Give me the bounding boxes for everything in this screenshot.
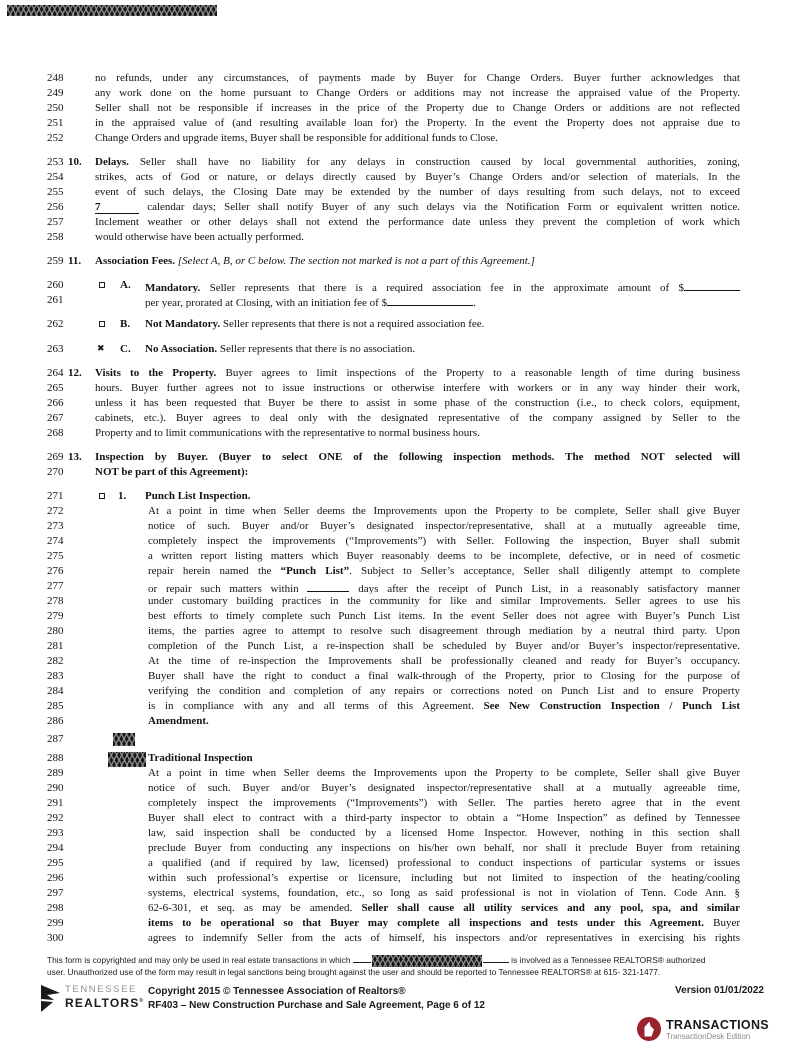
text-segment: preclude Buyer from conducting any inspections on his/her own behalf, nor shall it preclude Buyer from retaining <box>148 842 740 854</box>
disclaimer-line-2: user. Unauthorized use of the form may result in legal sanctions being brought against the user and should be reported to Tennessee REALTORS® at 615- 321-1477. <box>47 966 661 977</box>
document-line-251 <box>0 116 811 131</box>
line-text <box>95 465 740 480</box>
redaction-stamp <box>108 752 146 767</box>
line-text <box>95 101 740 116</box>
text-segment: law, said inspection shall be conducted by a licensed Home Inspector. However, nothing in this section shall <box>148 827 740 839</box>
line-number: 274 <box>47 535 64 547</box>
text-segment: in the appraised value of (and resulting available loan for) the Property. In the event the Property does not appraise due to <box>95 117 740 129</box>
line-number: 287 <box>47 733 64 745</box>
line-number: 259 <box>47 255 64 267</box>
section-marker: 11. <box>68 255 82 267</box>
text-segment: a qualified (and if required by law, licensed) professional to conduct inspections of particular systems or issues <box>148 857 740 869</box>
line-number: 291 <box>47 797 64 809</box>
line-number: 266 <box>47 397 64 409</box>
line-number: 286 <box>47 715 64 727</box>
text-segment: Punch List Inspection. <box>145 490 251 502</box>
line-text <box>95 116 740 131</box>
text-segment: a written report listing matters which Buyer reasonably deems to be incomplete, defective, or in need of cosmetic <box>148 550 740 562</box>
transactions-logo <box>637 1016 787 1044</box>
text-segment: strikes, acts of God or nature, or delays directly caused by Buyer’s Change Orders and/or selection of materials. In the <box>95 171 740 183</box>
line-number: 294 <box>47 842 64 854</box>
document-line-287 <box>0 732 811 747</box>
section-marker: 12. <box>68 367 82 379</box>
blank-field[interactable] <box>684 278 740 291</box>
line-text <box>148 519 740 534</box>
line-text <box>95 200 740 215</box>
document-line-285 <box>0 699 811 714</box>
copyright-block <box>148 985 485 1012</box>
line-text <box>145 489 740 504</box>
text-segment: Buyer <box>704 917 740 929</box>
document-line-280 <box>0 624 811 639</box>
document-line-270 <box>0 465 811 480</box>
registered-mark: ® <box>139 998 145 1004</box>
document-line-261 <box>0 293 811 308</box>
tennessee-realtors-logo <box>40 984 145 1010</box>
line-text <box>95 450 740 465</box>
letter-marker: 1. <box>118 490 127 502</box>
tn-realtors-arrow-icon <box>40 985 61 1016</box>
text-segment: At a point in time when Seller deems the Improvements upon the Property to be complete, Seller shall give Buyer <box>148 505 740 517</box>
document-line-290 <box>0 781 811 796</box>
text-segment: no refunds, under any circumstances, of payments made by Buyer for Change Orders. Buyer further acknowledges that <box>95 72 740 84</box>
line-text <box>95 396 740 411</box>
section-marker: 13. <box>68 451 82 463</box>
line-number: 271 <box>47 490 64 502</box>
document-line-295 <box>0 856 811 871</box>
line-number: 293 <box>47 827 64 839</box>
line-number: 279 <box>47 610 64 622</box>
line-number: 258 <box>47 231 64 243</box>
redaction-stamp <box>113 733 135 746</box>
document-line-298 <box>0 901 811 916</box>
line-text <box>148 811 740 826</box>
line-number: 268 <box>47 427 64 439</box>
line-number: 260 <box>47 279 64 291</box>
line-number: 256 <box>47 201 64 213</box>
disclaimer-text-1: This form is copyrighted and may only be used in real estate transactions in which <box>47 955 353 965</box>
text-segment: or repair such matters within <box>148 583 308 594</box>
line-number: 284 <box>47 685 64 697</box>
text-segment: Seller shall not be responsible if increases in the price of the Property due to Change Orders or additions are not reflected <box>95 102 740 114</box>
text-segment: repair herein named the <box>148 565 281 577</box>
line-text <box>148 624 740 639</box>
letter-marker: B. <box>120 318 131 330</box>
document-line-284 <box>0 684 811 699</box>
text-segment: Buyer shall have the right to conduct a final walk-through of the Property, prior to Closing for the purpose of <box>148 670 740 682</box>
line-number: 296 <box>47 872 64 884</box>
checkbox-empty[interactable] <box>99 282 105 288</box>
document-line-297 <box>0 886 811 901</box>
line-text <box>148 796 740 811</box>
footer-disclaimer <box>47 953 767 978</box>
brand-realtors: REALTORS® <box>65 996 145 1010</box>
line-number: 298 <box>47 902 64 914</box>
blank-field[interactable]: 7 <box>95 201 139 214</box>
line-text <box>148 901 740 916</box>
line-number: 262 <box>47 318 64 330</box>
text-segment: At a point in time when Seller deems the Improvements upon the Property to be complete, Seller shall give Buyer <box>148 767 740 779</box>
line-number: 285 <box>47 700 64 712</box>
text-segment: . Subject to Seller’s acceptance, Seller shall diligently attempt to complete <box>349 565 740 577</box>
document-line-259 <box>0 254 811 269</box>
line-number: 251 <box>47 117 64 129</box>
line-text <box>95 86 740 101</box>
transactions-title: TRANSACTIONS <box>666 1018 769 1032</box>
line-text <box>95 215 740 230</box>
text-segment: items to be operational so that Buyer may complete all inspections and tests under this Agreement. <box>148 917 705 929</box>
letter-marker: C. <box>120 343 131 355</box>
line-text <box>148 916 740 931</box>
document-line-273 <box>0 519 811 534</box>
document-line-256 <box>0 200 811 215</box>
line-number: 263 <box>47 343 64 355</box>
version-label: Version 01/01/2022 <box>675 985 764 996</box>
line-number: 275 <box>47 550 64 562</box>
line-number: 254 <box>47 171 64 183</box>
text-segment: Buyer agrees to limit inspections of the Property to a reasonable length of time during business <box>216 367 740 379</box>
document-line-281 <box>0 639 811 654</box>
document-line-292 <box>0 811 811 826</box>
document-line-291 <box>0 796 811 811</box>
text-segment: would otherwise have been actually performed. <box>95 231 304 243</box>
text-segment: . <box>473 297 476 308</box>
document-line-294 <box>0 841 811 856</box>
text-segment: No Association. <box>145 343 218 355</box>
document-line-263 <box>0 342 811 357</box>
text-segment: Association Fees. <box>95 255 176 267</box>
line-text <box>148 714 740 729</box>
document-line-253 <box>0 155 811 170</box>
text-segment: Inclement weather or other delays shall not extend the performance date unless they prevent the completion of work which <box>95 216 740 228</box>
text-segment: completely inspect the improvements (“Improvements”) with Seller. The parties hereto agree that in the event <box>148 797 740 809</box>
text-segment: under customary building practices in the community for like and similar Improvements. Seller agrees to use his <box>148 595 740 607</box>
line-number: 280 <box>47 625 64 637</box>
disclaimer-blank-left <box>353 953 371 963</box>
line-number: 272 <box>47 505 64 517</box>
line-text <box>95 411 740 426</box>
text-segment: event of such delays, the Closing Date may be extended by the number of days resulting from such delays, not to exceed <box>95 186 740 198</box>
document-lines <box>0 71 811 946</box>
document-line-262 <box>0 317 811 332</box>
line-text <box>95 230 740 245</box>
line-text <box>148 766 740 781</box>
text-segment: NOT be part of this Agreement): <box>95 466 249 478</box>
line-number: 264 <box>47 367 64 379</box>
line-number: 290 <box>47 782 64 794</box>
document-line-267 <box>0 411 811 426</box>
text-segment: completion of the Punch List, a re-inspection shall be scheduled by Buyer and/or Buyer’s inspector/representative. <box>148 640 740 652</box>
line-number: 283 <box>47 670 64 682</box>
document-line-272 <box>0 504 811 519</box>
line-number: 299 <box>47 917 64 929</box>
text-segment: See New Construction Inspection / Punch List <box>483 700 740 712</box>
document-line-250 <box>0 101 811 116</box>
text-segment: Inspection by Buyer. (Buyer to select ONE of the following inspection methods. The method NOT selected will <box>95 451 740 463</box>
text-segment: hours. Buyer further agrees not to issue instructions or otherwise interfere with workers or in any way hinder their work, <box>95 382 740 394</box>
text-segment: Seller represents that there is not a required association fee. <box>220 318 485 330</box>
text-segment: Traditional Inspection <box>148 752 253 764</box>
line-number: 269 <box>47 451 64 463</box>
line-number: 253 <box>47 156 64 168</box>
checkbox-empty[interactable] <box>99 321 105 327</box>
line-text <box>95 426 740 441</box>
line-number: 255 <box>47 186 64 198</box>
line-number: 257 <box>47 216 64 228</box>
line-text <box>148 579 740 594</box>
document-line-268 <box>0 426 811 441</box>
text-segment: per year, prorated at Closing, with an initiation fee of $ <box>145 297 388 308</box>
line-text <box>95 71 740 86</box>
letter-marker: A. <box>120 279 131 291</box>
line-number: 278 <box>47 595 64 607</box>
document-line-254 <box>0 170 811 185</box>
text-segment: 62-6-301, et seq. as may be amended. <box>148 902 362 914</box>
line-number: 249 <box>47 87 64 99</box>
line-text <box>148 826 740 841</box>
redaction-stamp-footer <box>372 955 482 967</box>
text-segment: systems, electrical systems, foundation, etc., so long as said professional is not in violation of Tenn. Code Ann. § <box>148 887 740 899</box>
text-segment: Delays. <box>95 156 129 168</box>
document-line-276 <box>0 564 811 579</box>
line-text <box>148 549 740 564</box>
transactions-wordmark <box>666 1016 769 1042</box>
document-line-279 <box>0 609 811 624</box>
line-text <box>148 504 740 519</box>
text-segment: Amendment. <box>148 715 209 727</box>
line-number: 248 <box>47 72 64 84</box>
text-segment: Visits to the Property. <box>95 367 217 379</box>
document-line-260 <box>0 278 811 293</box>
disclaimer-text-2: is involved as a Tennessee REALTORS® authorized <box>508 955 706 965</box>
line-text <box>148 781 740 796</box>
text-segment: Seller represents that there is no association. <box>217 343 416 355</box>
document-line-286 <box>0 714 811 729</box>
line-number: 281 <box>47 640 64 652</box>
document-line-265 <box>0 381 811 396</box>
document-line-300 <box>0 931 811 946</box>
blank-field[interactable] <box>307 579 349 592</box>
line-text <box>148 669 740 684</box>
document-line-277 <box>0 579 811 594</box>
text-segment: At the time of re-inspection the Improvements shall be professionally cleaned and ready for Buyer’s occupancy. <box>148 655 740 667</box>
line-number: 276 <box>47 565 64 577</box>
transactions-subtitle: TransactionDesk Edition <box>666 1032 751 1041</box>
line-number: 282 <box>47 655 64 667</box>
text-segment: unless it has been requested that Buyer be there to assist in some phase of the construction (i.e., to check colors, equipment, <box>95 397 740 409</box>
line-text <box>148 931 740 946</box>
line-number: 292 <box>47 812 64 824</box>
text-segment: agrees to indemnify Seller from the acts of himself, his inspectors and/or representatives in exercising his rights <box>148 932 740 944</box>
line-text <box>145 317 740 332</box>
text-segment: Seller shall have no liability for any delays in construction caused by local governmental authorities, zoning, <box>128 156 740 168</box>
line-number: 277 <box>47 580 64 592</box>
document-line-299 <box>0 916 811 931</box>
document-line-274 <box>0 534 811 549</box>
line-text <box>148 564 740 579</box>
line-text <box>145 278 740 293</box>
document-line-252 <box>0 131 811 146</box>
line-number: 297 <box>47 887 64 899</box>
text-segment: notice of such. Buyer and/or Buyer’s designated inspector/representative shall at a mutually agreeable time, <box>148 782 740 794</box>
line-number: 267 <box>47 412 64 424</box>
line-text <box>95 254 740 269</box>
line-text <box>148 751 740 766</box>
checkbox-empty[interactable] <box>99 493 105 499</box>
document-line-293 <box>0 826 811 841</box>
line-number: 300 <box>47 932 64 944</box>
checkbox-checked[interactable]: ✖ <box>97 344 105 354</box>
line-text <box>148 871 740 886</box>
line-number: 252 <box>47 132 64 144</box>
line-number: 289 <box>47 767 64 779</box>
tn-realtors-wordmark <box>65 984 144 1010</box>
line-text <box>148 699 740 714</box>
line-text <box>148 594 740 609</box>
text-segment: cabinets, etc.). Buyer agrees to deal only with the designated representative of the company assigned by Seller to the <box>95 412 740 424</box>
line-text <box>95 732 740 747</box>
text-segment: is in compliance with any and all terms of this Agreement. <box>148 700 484 712</box>
text-segment: verifying the condition and completion of any repairs or corrections noted on Punch List and to ensure Property <box>148 685 740 697</box>
text-segment: Not Mandatory. <box>145 318 221 330</box>
text-segment: Mandatory. <box>145 282 201 293</box>
line-number: 288 <box>47 752 64 764</box>
line-number: 261 <box>47 294 64 306</box>
document-line-282 <box>0 654 811 669</box>
text-segment: within such professional’s expertise or licensure, including but not limited to inspection of the heating/cooling <box>148 872 740 884</box>
text-segment: Property and to limit communications with the representative to normal business hours. <box>95 427 480 439</box>
line-number: 295 <box>47 857 64 869</box>
text-segment: days after the receipt of Punch List, in a reasonably satisfactory manner <box>349 583 740 594</box>
line-text <box>148 856 740 871</box>
line-text <box>95 155 740 170</box>
document-line-258 <box>0 230 811 245</box>
text-segment: “Punch List” <box>280 565 350 577</box>
line-number: 250 <box>47 102 64 114</box>
document-line-264 <box>0 366 811 381</box>
document-line-249 <box>0 86 811 101</box>
document-line-269 <box>0 450 811 465</box>
line-text <box>148 609 740 624</box>
line-text <box>148 654 740 669</box>
line-text <box>148 534 740 549</box>
document-line-296 <box>0 871 811 886</box>
line-text <box>95 381 740 396</box>
document-line-257 <box>0 215 811 230</box>
document-line-248 <box>0 71 811 86</box>
transactions-circle-icon <box>637 1017 661 1041</box>
document-line-288 <box>0 751 811 766</box>
line-text <box>145 342 740 357</box>
disclaimer-blank-right <box>483 953 509 963</box>
text-segment: Buyer shall elect to contract with a third-party inspector to obtain a “Home Inspection” as defined by Tennessee <box>148 812 740 824</box>
text-segment: notice of such. Buyer and/or Buyer’s designated inspector/representative, shall at a mutually agreeable time, <box>148 520 740 532</box>
line-number: 265 <box>47 382 64 394</box>
text-segment: [Select A, B, or C below. The section not marked is not a part of this Agreement.] <box>177 255 535 267</box>
line-text <box>145 293 740 308</box>
brand-tennessee: TENNESSEE <box>65 984 137 995</box>
line-number: 273 <box>47 520 64 532</box>
text-segment: Seller shall cause all utility services and any pool, spa, and similar <box>361 902 740 914</box>
text-segment: best efforts to timely complete such Punch List items. In the event Seller does not agree with Buyer’s Punch List <box>148 610 740 622</box>
document-line-275 <box>0 549 811 564</box>
document-line-266 <box>0 396 811 411</box>
document-line-283 <box>0 669 811 684</box>
line-text <box>95 185 740 200</box>
line-number: 270 <box>47 466 64 478</box>
form-id-line: RF403 – New Construction Purchase and Sale Agreement, Page 6 of 12 <box>148 999 485 1011</box>
text-segment: Change Orders and upgrade items, Buyer shall be responsible for additional funds to Close. <box>95 132 498 144</box>
text-segment: calendar days; Seller shall notify Buyer of any such delays via the Notification Form or equivalent written notice. <box>139 201 740 213</box>
line-text <box>148 886 740 901</box>
line-text <box>148 684 740 699</box>
text-segment: any work done on the home pursuant to Change Orders or additions may not increase the appraised value of the Property. <box>95 87 740 99</box>
document-line-255 <box>0 185 811 200</box>
text-segment: items, the parties agree to attempt to resolve such disagreement through mediation by a neutral third party. Upon <box>148 625 740 637</box>
line-text <box>95 366 740 381</box>
document-line-289 <box>0 766 811 781</box>
blank-field[interactable] <box>387 293 473 306</box>
copyright-line: Copyright 2015 © Tennessee Association of Realtors® <box>148 986 406 997</box>
line-text <box>95 170 740 185</box>
line-text <box>148 639 740 654</box>
line-text <box>95 131 740 146</box>
text-segment: completely inspect the improvements (“Improvements”) with Seller. Following the inspection, Buyer shall submit <box>148 535 740 547</box>
document-line-278 <box>0 594 811 609</box>
redaction-bar-top <box>7 5 217 16</box>
document-line-271 <box>0 489 811 504</box>
line-text <box>148 841 740 856</box>
section-marker: 10. <box>68 156 82 168</box>
text-segment: Seller represents that there is a required association fee in the approximate amount of $ <box>200 282 684 293</box>
